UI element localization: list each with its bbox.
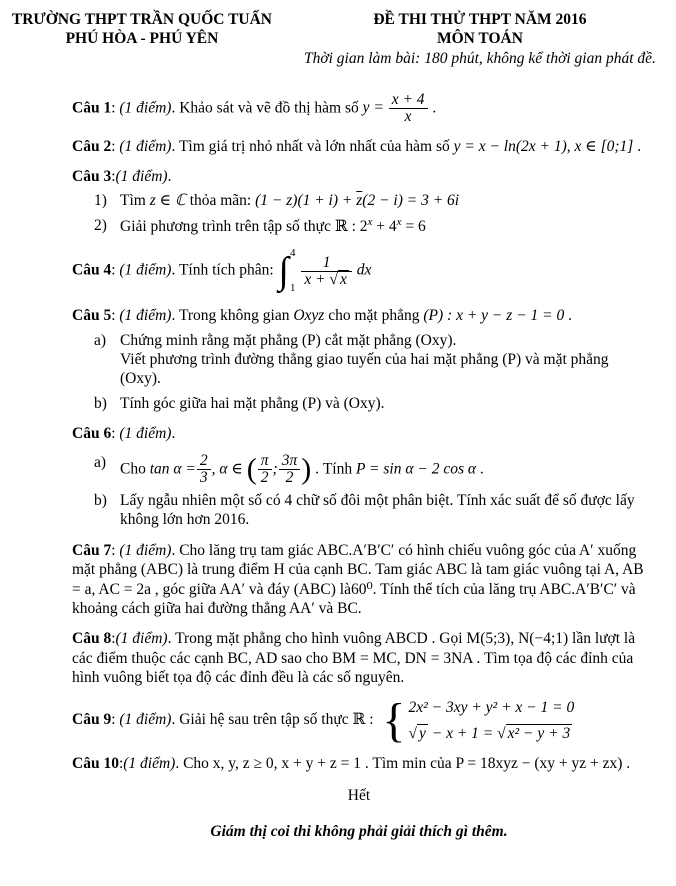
- question-10: [72, 754, 646, 773]
- q5-sep1: :: [111, 307, 120, 325]
- q9-equation-2: [408, 724, 574, 743]
- q6-a-pre: Cho: [120, 459, 150, 477]
- q5-a-line2: Viết phương trình đường thẳng giao tuyến của hai mặt phẳng (P) và mặt phẳng (Oxy).: [120, 351, 609, 388]
- q5-end: .: [564, 307, 572, 325]
- question-9: [72, 693, 646, 747]
- q6-a-body: [120, 453, 646, 487]
- q3-item2-body: [120, 216, 646, 237]
- q1-label: Câu 1: [72, 99, 112, 117]
- q5-points: (1 điểm): [119, 307, 172, 325]
- q3-item-2: [72, 216, 646, 237]
- q3-item2-exp2: x: [396, 215, 402, 228]
- end-mark: Hết: [347, 786, 371, 804]
- q6-a-f2-num: π: [258, 453, 272, 470]
- q1-head: [72, 99, 359, 116]
- q5-b-number: b): [94, 394, 107, 412]
- q3-item1-number: 1): [94, 192, 107, 210]
- q4-fraction: [300, 255, 353, 289]
- system-brace: {: [382, 693, 406, 747]
- q6-b-number: b): [94, 492, 107, 510]
- q5-part-b: [72, 394, 646, 413]
- q5-a-line1: Chứng minh rằng mặt phẳng (P) cắt mặt phẳng (Oxy).: [120, 331, 457, 349]
- q2-equation: y = x − ln(2x + 1), x ∈ [0;1]: [453, 137, 634, 155]
- q9-sqrt2: [497, 724, 572, 742]
- q5-oxyz: Oxyz: [293, 307, 325, 325]
- q3-item1-body: [120, 191, 646, 210]
- q10-points: (1 điểm): [123, 755, 176, 773]
- q5-a-body: [120, 331, 646, 389]
- q6-b-body: Lấy ngẫu nhiên một số có 4 chữ số đôi một phân biệt. Tính xác suất để số được lấy không lớn hơn 2016.: [120, 492, 635, 529]
- q3-head: [72, 167, 646, 186]
- q6-part-a: [72, 453, 646, 487]
- q4-upper-limit: 4: [289, 247, 296, 260]
- q3-sep2: .: [167, 168, 172, 186]
- q1-equation: [362, 91, 433, 126]
- q6-a-p: P = sin α − 2 cos α: [355, 459, 476, 477]
- q6-a-f3-num: 3π: [279, 453, 301, 470]
- q5-b-body: Tính góc giữa hai mặt phẳng (P) và (Oxy).: [120, 394, 385, 412]
- q5-equation: (P) : x + y − z − 1 = 0: [423, 307, 565, 325]
- q3-points: (1 điểm): [115, 168, 168, 186]
- q5-sep2: .: [171, 307, 179, 325]
- q9-equation-1: 2x² − 3xy + y² + x − 1 = 0: [408, 699, 575, 717]
- q4-points: (1 điểm): [119, 261, 172, 279]
- question-3: [72, 167, 646, 236]
- q2-sep2: .: [171, 137, 179, 155]
- q6-a-frac1: [196, 453, 212, 487]
- q6-part-b: [72, 491, 646, 530]
- q5-text1: Trong không gian: [178, 307, 294, 325]
- q7-sep1: :: [111, 541, 120, 559]
- exam-subject: MÔN TOÁN: [436, 30, 523, 48]
- q1-end: .: [432, 99, 437, 117]
- q2-sep1: :: [111, 137, 120, 155]
- exam-title: ĐỀ THI THỬ THPT NĂM 2016: [373, 11, 587, 28]
- q2-points: (1 điểm): [119, 137, 172, 155]
- q10-sep1: :: [118, 755, 124, 773]
- question-1: [72, 92, 646, 126]
- q9-system-lines: [408, 698, 574, 743]
- q6-a-f2-den: 2: [260, 468, 269, 486]
- q6-a-f3-den: 2: [285, 468, 294, 486]
- q4-radicand: x: [339, 270, 347, 288]
- school-location: PHÚ HÒA - PHÚ YÊN: [65, 30, 219, 48]
- q1-frac-num: x + 4: [389, 92, 428, 109]
- q9-sqrt1: [408, 724, 427, 742]
- q9-text: Giải hệ sau trên tập số thực ℝ :: [179, 711, 378, 729]
- q9-head: [72, 711, 377, 728]
- q4-integral-limits: [290, 247, 296, 295]
- q4-lower-limit: 1: [289, 281, 296, 294]
- q1-points: (1 điểm): [119, 99, 172, 117]
- exam-duration: Thời gian làm bài: 180 phút, không kể thời gian phát đề.: [303, 49, 656, 67]
- q3-sep1: :: [111, 168, 116, 186]
- q1-frac-den: x: [404, 108, 412, 126]
- q6-a-mid: . Tính: [311, 459, 356, 477]
- question-8: [72, 629, 646, 687]
- q7-text: Cho lăng trụ tam giác ABC.A′B′C′ có hình chiếu vuông góc của A′ xuống mặt phẳng (ABC) là trung điểm H của cạnh BC. Tam giác ABC là tam giác vuông tại A, AB = a, AC = 2a , góc giữa AA′ và đáy (ABC) là60⁰. Tính thể tích của lăng trụ ABC.A′B′C′ và khoảng cách giữa hai đường thẳng AA′ và BC.: [72, 541, 644, 617]
- integral-sign: ∫: [278, 250, 289, 293]
- q4-den-pre: x +: [304, 270, 330, 288]
- q4-integral: [279, 247, 296, 295]
- q8-label: Câu 8: [72, 630, 112, 648]
- q6-label: Câu 6: [72, 425, 112, 443]
- q10-text: Cho x, y, z ≥ 0, x + y + z = 1 . Tìm min của P = 18xyz − (xy + yz + zx) .: [183, 755, 631, 773]
- right-paren: ): [301, 451, 312, 485]
- q5-label: Câu 5: [72, 307, 112, 325]
- question-7: [72, 541, 646, 619]
- q3-item1-set: z ∈ ℂ: [149, 192, 186, 210]
- q7-label: Câu 7: [72, 541, 112, 559]
- question-4: [72, 247, 646, 295]
- question-5: [72, 306, 646, 413]
- q2-text: Tìm giá trị nhỏ nhất và lớn nhất của hàm số: [178, 137, 450, 155]
- q6-a-tan: tan α =: [149, 459, 196, 477]
- question-6: [72, 424, 646, 530]
- exam-body: [0, 68, 676, 841]
- q1-sep1: :: [111, 99, 120, 117]
- q8-points: (1 điểm): [115, 630, 168, 648]
- q7-points: (1 điểm): [119, 541, 172, 559]
- q10-sep2: .: [175, 755, 184, 773]
- school-name: TRƯỜNG THPT TRẦN QUỐC TUẤN: [11, 11, 272, 28]
- left-paren: (: [246, 451, 257, 485]
- q4-text: Tính tích phân:: [178, 261, 278, 279]
- q4-sep1: :: [111, 261, 120, 279]
- q1-eq-lhs: y =: [362, 99, 384, 117]
- q5-head: [72, 306, 646, 325]
- q8-sep1: :: [111, 630, 116, 648]
- q5-part-a: [72, 331, 646, 389]
- q7-sep2: .: [171, 541, 180, 559]
- q6-a-number: a): [94, 453, 107, 471]
- q6-a-f1-num: 2: [197, 453, 211, 470]
- q1-sep2: .: [171, 99, 180, 117]
- q3-item1-zbar: $\overline{z}$: [356, 192, 363, 210]
- proctor-note: Giám thị coi thi không phải giải thích gì thêm.: [210, 822, 508, 840]
- q6-head: [72, 424, 646, 443]
- q3-item1-pre: Tìm: [120, 192, 150, 210]
- exam-header: [0, 10, 676, 68]
- q6-points: (1 điểm): [119, 425, 172, 443]
- school-block: [0, 10, 284, 68]
- q2-label: Câu 2: [72, 137, 112, 155]
- q3-item2-eq: = 6: [401, 217, 426, 235]
- q6-a-comma: , α ∈: [211, 459, 243, 477]
- q9-system: [382, 693, 575, 747]
- q5-text2: cho mặt phẳng: [324, 307, 424, 325]
- q9-eq2-mid: − x + 1 =: [427, 724, 498, 742]
- q3-item2-pre: Giải phương trình trên tập số thực ℝ :: [120, 217, 360, 235]
- sqrt-sign: √: [497, 724, 506, 742]
- q1-fraction: [388, 92, 429, 126]
- q9-sep2: .: [171, 711, 180, 729]
- q3-item2-base1: 2: [359, 217, 368, 235]
- q4-label: Câu 4: [72, 261, 112, 279]
- q4-frac-den: [301, 272, 352, 288]
- q1-text: Khảo sát và vẽ đồ thị hàm số: [179, 99, 359, 117]
- q4-sep2: .: [171, 261, 179, 279]
- q3-item1-mid: thỏa mãn:: [185, 192, 256, 210]
- q6-sep2: .: [171, 425, 176, 443]
- exam-footer: [72, 786, 646, 842]
- q8-sep2: .: [167, 630, 176, 648]
- q4-frac-num: 1: [301, 255, 352, 272]
- q3-item2-number: 2): [94, 216, 107, 234]
- q6-a-f1-den: 3: [199, 468, 208, 486]
- q10-label: Câu 10: [72, 755, 119, 773]
- q9-sqrt2-radicand: x² − y + 3: [507, 724, 571, 742]
- q8-text: Trong mặt phẳng cho hình vuông ABCD . Gọi M(5;3), N(−4;1) lần lượt là các điểm thuộc các cạnh BC, AD sao cho BM = MC, DN = 3NA . Tìm tọa độ các đỉnh của hình vuông biết tọa độ các đỉnh đều là các số nguyên.: [72, 630, 636, 687]
- q4-head: [72, 262, 278, 279]
- q3-item1-math-b: (2 − i) = 3 + 6i: [362, 192, 460, 210]
- question-2: [72, 137, 646, 156]
- q3-label: Câu 3: [72, 168, 112, 186]
- q3-item1-math-a: (1 − z)(1 + i) +: [255, 192, 357, 210]
- q9-sep1: :: [111, 711, 120, 729]
- q4-sqrt: [329, 270, 348, 288]
- q2-head: [72, 138, 450, 155]
- q4-dx: dx: [356, 261, 372, 279]
- q6-a-semi: ;: [272, 459, 278, 477]
- q9-points: (1 điểm): [119, 711, 172, 729]
- q6-a-frac2: [257, 453, 273, 487]
- q9-label: Câu 9: [72, 711, 112, 729]
- sqrt-sign: √: [329, 270, 338, 288]
- exam-title-block: [284, 10, 676, 68]
- sqrt-sign: √: [408, 724, 417, 742]
- q9-sqrt1-radicand: y: [418, 724, 426, 742]
- q3-item-1: [72, 191, 646, 210]
- q3-item2-exp1: x: [367, 215, 373, 228]
- q5-a-number: a): [94, 331, 107, 349]
- q6-a-end: .: [476, 459, 484, 477]
- q6-a-frac3: [278, 453, 302, 487]
- q3-item2-plus: + 4: [372, 217, 397, 235]
- q2-end: .: [633, 137, 642, 155]
- q6-sep1: :: [111, 425, 120, 443]
